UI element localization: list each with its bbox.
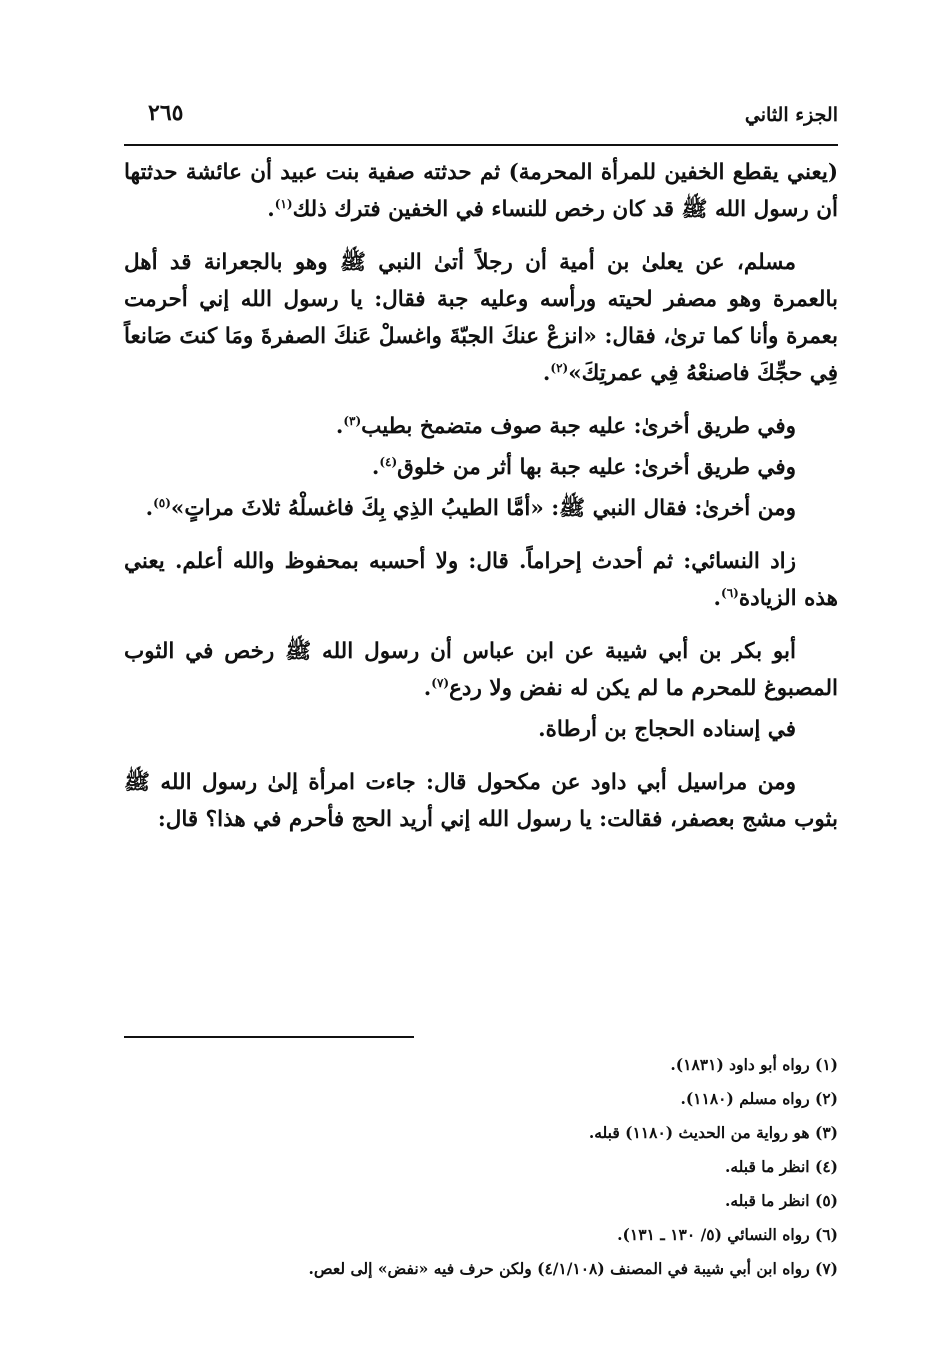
footnote-marker: (١) <box>274 196 293 211</box>
paragraph: وفي طريق أخرىٰ: عليه جبة صوف متضمخ بطيب$^{(٣)}$. <box>335 413 796 439</box>
paragraph: ومن أخرىٰ: فقال النبي ﷺ: «أمَّا الطيبُ الذِي بِكَ فاغسلْهُ ثلاثَ مراتٍ»$^{(٥)}$. <box>145 495 796 521</box>
footnote-marker: (٣) <box>343 413 362 428</box>
header-rule <box>124 144 838 146</box>
footnote-marker: (٦) <box>721 585 739 600</box>
footnote-marker: (٤) <box>379 454 398 469</box>
footnote: (٢) رواه مسلم (١١٨٠). <box>680 1089 838 1108</box>
footnote: (١) رواه أبو داود (١٨٣١). <box>670 1055 838 1074</box>
paragraph: (يعني يقطع الخفين للمرأة المحرمة) ثم حدثته صفية بنت عبيد أن عائشة حدثتها أن رسول الله ﷺ قد كان رخص للنساء في الخفين فترك ذلك$^{(١)}$. <box>124 160 838 222</box>
footnote: (٤) انظر ما قبله. <box>724 1157 838 1176</box>
page-header <box>124 98 838 140</box>
footnotes <box>124 1048 838 1286</box>
footnote-marker: (٢) <box>550 360 569 375</box>
footnote-marker: (٧) <box>431 675 450 690</box>
paragraph: وفي طريق أخرىٰ: عليه جبة بها أثر من خلوق$^{(٤)}$. <box>371 454 796 480</box>
footnote: (٧) رواه ابن أبي شيبة في المصنف (٤/١/١٠٨) ولكن حرف فيه «نفض» إلى لعص. <box>308 1259 838 1278</box>
footnote: (٥) انظر ما قبله. <box>724 1191 838 1210</box>
main-text <box>124 154 838 854</box>
paragraph: ومن مراسيل أبي داود عن مكحول قال: جاءت امرأة إلىٰ رسول الله ﷺ بثوب مشج بعصفر، فقالت: يا رسول الله إني أريد الحج فأحرم في هذا؟ قال: <box>124 770 838 832</box>
footnote: (٣) هو رواية من الحديث (١١٨٠) قبله. <box>588 1123 838 1142</box>
footnote: (٦) رواه النسائي (٥/ ١٣٠ ـ ١٣١). <box>617 1225 838 1244</box>
paragraph: مسلم، عن يعلىٰ بن أمية أن رجلاً أتىٰ النبي ﷺ وهو بالجعرانة قد أهل بالعمرة وهو مصفر لحيته ورأسه وعليه جبة فقال: يا رسول الله إني أحرمت بعمرة وأنا كما ترىٰ، فقال: «انزعْ عنكَ الجبّةَ واغسلْ عَنكَ الصفرةَ ومَا كنتَ صَانعاً فِي حجِّكَ فاصنعْهُ فِي عمرتِكَ»$^{(٢)}$. <box>124 250 838 386</box>
book-page <box>124 98 838 1278</box>
footnote-marker: (٥) <box>153 495 171 510</box>
page-number: ٢٦٥ <box>148 100 184 126</box>
footnote-separator <box>124 1036 414 1038</box>
paragraph: زاد النسائي: ثم أحدث إحراماً. قال: ولا أحسبه بمحفوظ والله أعلم. يعني هذه الزيادة$^{(٦)}$. <box>124 549 838 611</box>
running-title: الجزء الثاني <box>744 104 838 126</box>
paragraph: في إسناده الحجاج بن أرطاة. <box>538 717 796 742</box>
paragraph: أبو بكر بن أبي شيبة عن ابن عباس أن رسول الله ﷺ رخص في الثوب المصبوغ للمحرم ما لم يكن له نفض ولا ردع$^{(٧)}$. <box>124 639 838 701</box>
